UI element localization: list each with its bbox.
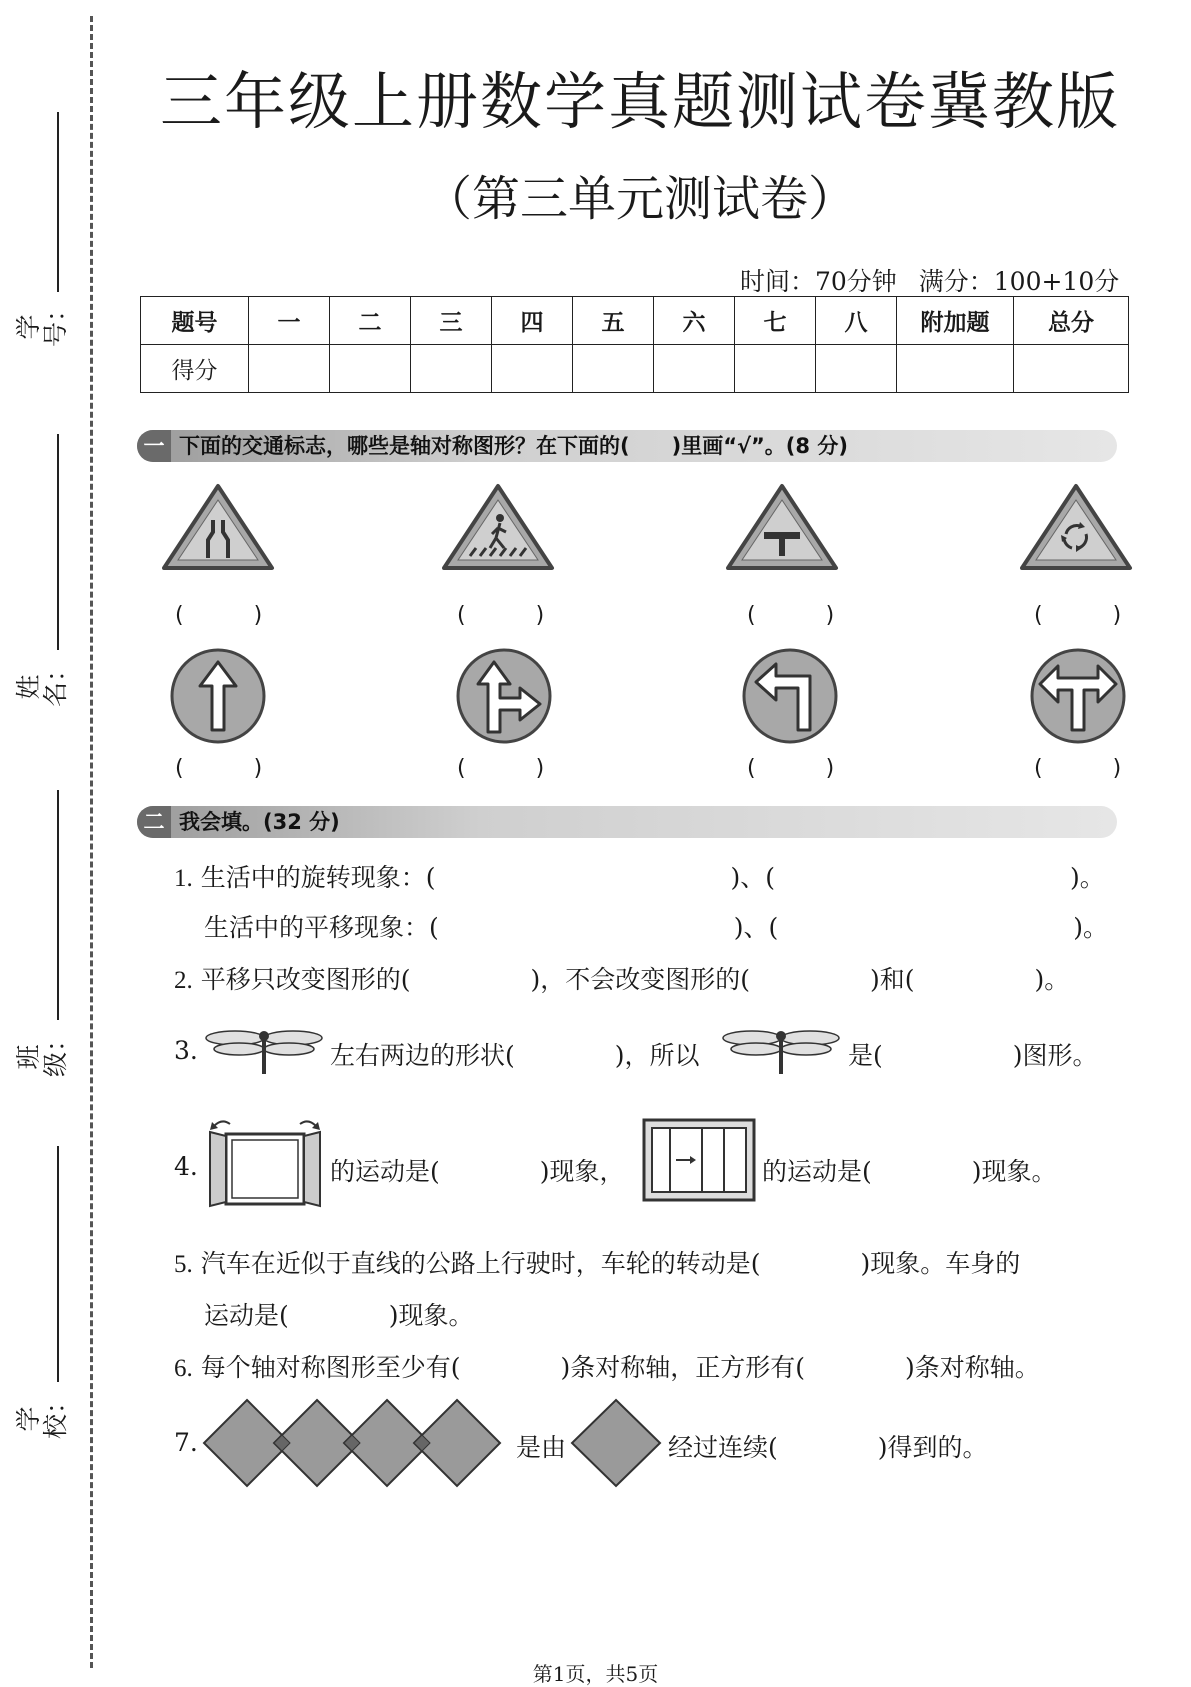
straight-arrow-sign-icon <box>168 646 268 746</box>
question-1a: 1. 生活中的旋转现象：( )、( )。 <box>174 863 1105 892</box>
section-2-header <box>137 806 1117 838</box>
score-header-cell: 八 <box>816 297 897 345</box>
section-1-header <box>137 430 1117 462</box>
score-header-cell: 总分 <box>1014 297 1129 345</box>
score-cell[interactable] <box>330 345 411 393</box>
score-header-cell: 四 <box>492 297 573 345</box>
student-no-label: 学号： <box>14 296 70 347</box>
answer-paren[interactable]: ( ) <box>1034 756 1122 781</box>
score-table-header <box>141 297 1129 345</box>
single-diamond-figure <box>570 1398 662 1488</box>
name-label: 姓名： <box>14 656 70 707</box>
score-header-cell: 三 <box>411 297 492 345</box>
answer-paren[interactable]: ( ) <box>175 756 263 781</box>
class-label: 班级： <box>14 1026 70 1077</box>
score-header-cell: 六 <box>654 297 735 345</box>
binding-dashed-line <box>90 16 93 1668</box>
score-cell[interactable] <box>249 345 330 393</box>
question-3-text: 左右两边的形状( )，所以 <box>330 1041 700 1070</box>
answer-paren[interactable]: ( ) <box>1034 603 1122 628</box>
page-title: 三年级上册数学真题测试卷冀教版 <box>159 65 1120 138</box>
question-2: 2. 平移只改变图形的( )，不会改变图形的( )和( )。 <box>174 965 1070 994</box>
class-line[interactable] <box>57 790 59 1020</box>
question-3-text-2: 是( )图形。 <box>848 1041 1098 1070</box>
answer-paren[interactable]: ( ) <box>747 756 835 781</box>
dragonfly-icon <box>722 1024 840 1076</box>
question-1b: 生活中的平移现象：( )、( )。 <box>204 913 1109 942</box>
answer-paren[interactable]: ( ) <box>747 603 835 628</box>
score-cell[interactable] <box>735 345 816 393</box>
score-cell[interactable] <box>492 345 573 393</box>
score-cell[interactable] <box>654 345 735 393</box>
student-no-line[interactable] <box>57 112 59 292</box>
question-7-number: 7. <box>174 1428 198 1457</box>
score-cell[interactable] <box>1014 345 1129 393</box>
score-cell[interactable] <box>897 345 1014 393</box>
answer-paren[interactable]: ( ) <box>457 603 545 628</box>
question-6: 6. 每个轴对称图形至少有( )条对称轴，正方形有( )条对称轴。 <box>174 1353 1040 1382</box>
score-row-label: 得分 <box>141 345 249 393</box>
dragonfly-icon <box>205 1024 323 1076</box>
question-4-text: 的运动是( )现象， <box>330 1157 625 1186</box>
straight-or-right-sign-icon <box>454 646 554 746</box>
pedestrian-crossing-sign-icon <box>440 482 556 572</box>
name-line[interactable] <box>57 434 59 650</box>
score-header-cell: 一 <box>249 297 330 345</box>
school-line[interactable] <box>57 1146 59 1382</box>
question-7-text-2: 经过连续( )得到的。 <box>668 1433 988 1462</box>
question-5: 5. 汽车在近似于直线的公路上行驶时，车轮的转动是( )现象。车身的 <box>174 1249 1021 1278</box>
answer-paren[interactable]: ( ) <box>457 756 545 781</box>
score-cell[interactable] <box>573 345 654 393</box>
score-header-cell: 题号 <box>141 297 249 345</box>
question-5-line-2: 运动是( )现象。 <box>204 1301 474 1330</box>
narrow-road-sign-icon <box>160 482 276 572</box>
translated-diamonds-figure <box>202 1398 512 1488</box>
school-label: 学校： <box>14 1388 70 1439</box>
time-info <box>740 262 1119 298</box>
score-header-cell: 七 <box>735 297 816 345</box>
t-junction-sign-icon <box>724 482 840 572</box>
left-or-right-sign-icon <box>1028 646 1128 746</box>
score-header-cell: 附加题 <box>897 297 1014 345</box>
section-2-number: 二 <box>137 806 171 838</box>
section-1-number: 一 <box>137 430 171 462</box>
answer-paren[interactable]: ( ) <box>175 603 263 628</box>
question-4-text-2: 的运动是( )现象。 <box>762 1157 1057 1186</box>
page-subtitle: （第三单元测试卷） <box>423 171 856 227</box>
left-turn-sign-icon <box>740 646 840 746</box>
score-cell[interactable] <box>411 345 492 393</box>
score-header-cell: 二 <box>330 297 411 345</box>
roundabout-sign-icon <box>1018 482 1134 572</box>
sliding-window-icon <box>642 1118 756 1202</box>
full-score: 满分：100+10分 <box>918 267 1120 296</box>
score-table <box>140 296 1129 393</box>
question-4-number: 4. <box>174 1152 198 1181</box>
section-2-instruction: 我会填。(32 分) <box>179 810 340 834</box>
page-footer: 第1页，共5页 <box>532 1662 659 1686</box>
casement-window-icon <box>206 1116 324 1208</box>
time-limit: 时间：70分钟 <box>740 267 897 296</box>
question-3-number: 3. <box>174 1036 198 1065</box>
question-7-text: 是由 <box>516 1433 567 1462</box>
score-table-row <box>141 345 1129 393</box>
section-1-instruction: 下面的交通标志，哪些是轴对称图形？在下面的( )里画“√”。(8 分) <box>179 434 848 458</box>
score-header-cell: 五 <box>573 297 654 345</box>
score-cell[interactable] <box>816 345 897 393</box>
